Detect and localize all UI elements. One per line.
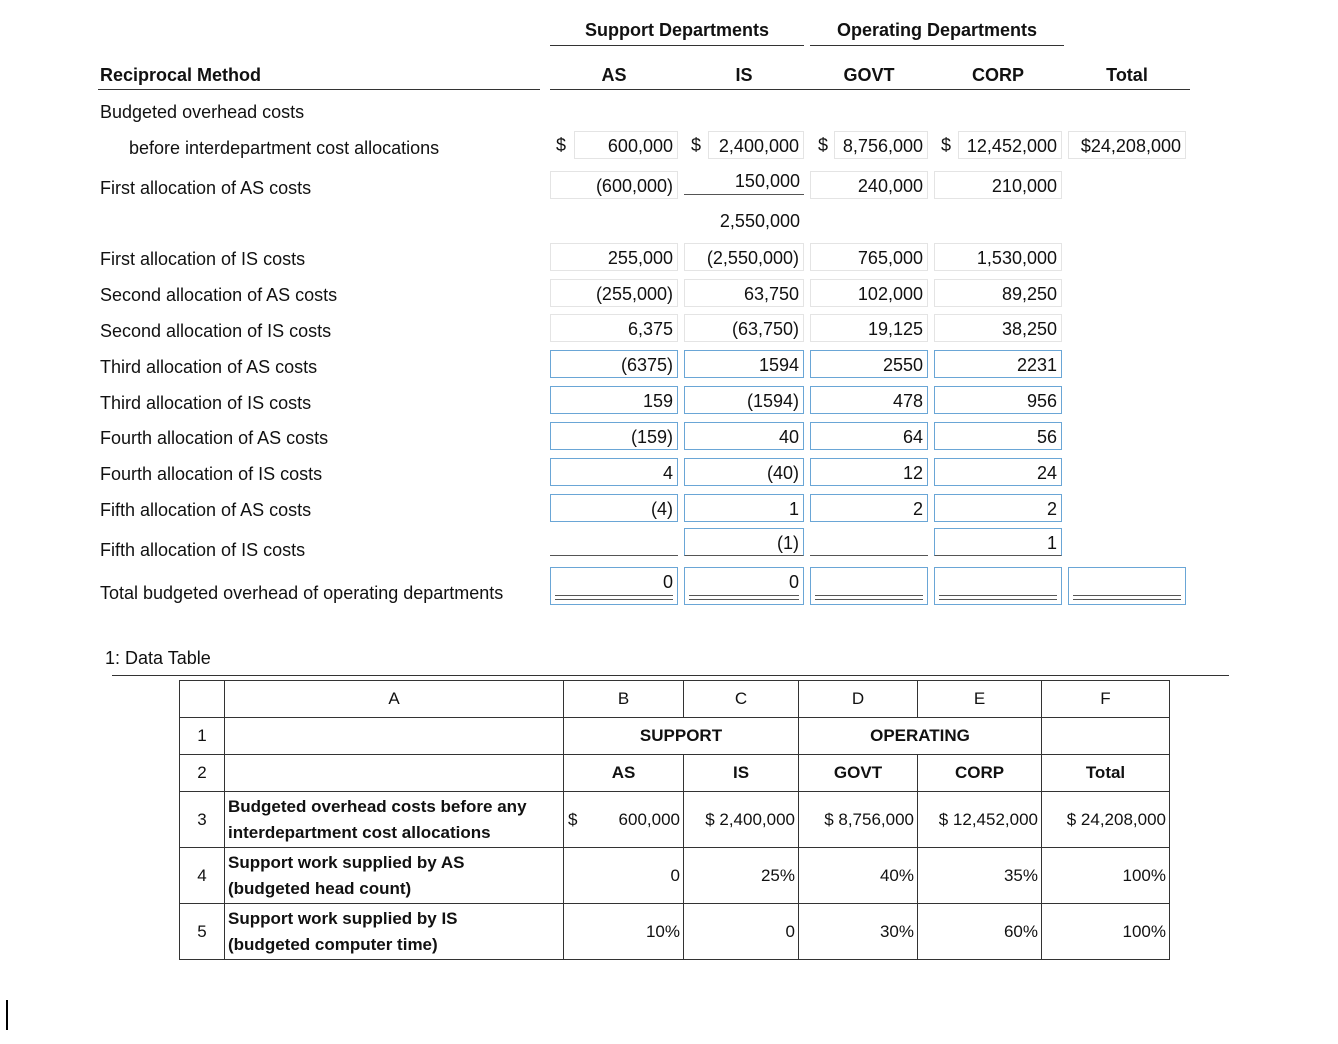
label-header-rule — [98, 89, 540, 90]
dt-row4-label-line1: Support work supplied by AS — [228, 852, 465, 872]
dt-row3-as-value: 600,000 — [618, 809, 680, 829]
fourth-is-is-input[interactable]: (40) — [684, 458, 804, 486]
row-number: 2 — [180, 755, 225, 792]
dt-row5-label — [225, 904, 564, 960]
dt-header-govt: GOVT — [799, 755, 918, 792]
currency-symbol: $ — [691, 135, 702, 155]
label-third-as: Third allocation of AS costs — [100, 357, 318, 377]
first-as-is: 150,000 — [684, 167, 804, 195]
second-as-corp: 89,250 — [934, 279, 1062, 307]
dt-row3-is: $ 2,400,000 — [684, 792, 799, 848]
label-before: before interdepartment cost allocations — [129, 138, 440, 158]
dt-row3-as — [564, 792, 684, 848]
fifth-is-corp-input[interactable]: 1 — [934, 528, 1062, 556]
fourth-as-govt-input[interactable]: 64 — [810, 422, 928, 450]
second-is-is: (63,750) — [684, 314, 804, 342]
dt-row3-label-line2: interdepartment cost allocations — [228, 822, 491, 842]
fifth-as-corp-input[interactable]: 2 — [934, 494, 1062, 522]
col-letter-e: E — [918, 681, 1042, 718]
third-as-as-input[interactable]: (6375) — [550, 350, 678, 378]
dt-row5-is: 0 — [684, 904, 799, 960]
col-header-as: AS — [601, 65, 627, 85]
dt-row3-dollar: $ — [568, 809, 578, 829]
first-as-corp: 210,000 — [934, 171, 1062, 199]
operating-group-label: OPERATING — [799, 718, 1042, 755]
data-table — [179, 680, 1170, 960]
fifth-as-govt-input[interactable]: 2 — [810, 494, 928, 522]
label-fourth-as: Fourth allocation of AS costs — [100, 428, 329, 448]
third-as-corp-input[interactable]: 2231 — [934, 350, 1062, 378]
support-group-label: SUPPORT — [564, 718, 799, 755]
dt-row5-total: 100% — [1042, 904, 1170, 960]
label-fifth-as: Fifth allocation of AS costs — [100, 500, 312, 520]
operating-departments-header: Operating Departments — [836, 20, 1038, 40]
label-fifth-is: Fifth allocation of IS costs — [100, 540, 306, 560]
first-is-govt: 765,000 — [810, 243, 928, 271]
total-corp-input[interactable] — [934, 567, 1062, 605]
col-header-corp: CORP — [971, 65, 1024, 85]
method-title: Reciprocal Method — [100, 65, 262, 85]
second-as-is: 63,750 — [684, 279, 804, 307]
text-cursor — [6, 1000, 8, 1030]
second-as-as: (255,000) — [550, 279, 678, 307]
label-second-as: Second allocation of AS costs — [100, 285, 338, 305]
dt-row4-is: 25% — [684, 848, 799, 904]
total-govt-input[interactable] — [810, 567, 928, 605]
second-is-as: 6,375 — [550, 314, 678, 342]
label-second-is: Second allocation of IS costs — [100, 321, 332, 341]
currency-symbol: $ — [818, 135, 829, 155]
row-number: 1 — [180, 718, 225, 755]
empty-cell — [225, 755, 564, 792]
fourth-as-corp-input[interactable]: 56 — [934, 422, 1062, 450]
fifth-is-govt — [810, 528, 928, 556]
dt-row4-label-line2: (budgeted head count) — [228, 878, 412, 898]
support-departments-header: Support Departments — [584, 20, 770, 40]
dt-row4-govt: 40% — [799, 848, 918, 904]
dt-header-as: AS — [564, 755, 684, 792]
first-as-govt: 240,000 — [810, 171, 928, 199]
label-third-is: Third allocation of IS costs — [100, 393, 312, 413]
fifth-as-as-input[interactable]: (4) — [550, 494, 678, 522]
third-is-corp-input[interactable]: 956 — [934, 386, 1062, 414]
dt-row5-as: 10% — [564, 904, 684, 960]
third-is-is-input[interactable]: (1594) — [684, 386, 804, 414]
col-letter-d: D — [799, 681, 918, 718]
row-number: 4 — [180, 848, 225, 904]
empty-cell — [1042, 718, 1170, 755]
label-fourth-is: Fourth allocation of IS costs — [100, 464, 323, 484]
label-first-as: First allocation of AS costs — [100, 178, 312, 198]
third-is-as-input[interactable]: 159 — [550, 386, 678, 414]
before-corp: 12,452,000 — [958, 131, 1062, 159]
col-header-total: Total — [1106, 65, 1148, 85]
col-letter-a: A — [225, 681, 564, 718]
total-is-input[interactable]: 0 — [684, 567, 804, 605]
empty-cell — [225, 718, 564, 755]
fourth-is-corp-input[interactable]: 24 — [934, 458, 1062, 486]
dt-row5-corp: 60% — [918, 904, 1042, 960]
fifth-is-is-input[interactable]: (1) — [684, 528, 804, 556]
columns-header-rule — [550, 89, 1190, 90]
operating-header-rule — [810, 45, 1064, 46]
corner-cell — [180, 681, 225, 718]
third-is-govt-input[interactable]: 478 — [810, 386, 928, 414]
third-as-govt-input[interactable]: 2550 — [810, 350, 928, 378]
dt-header-corp: CORP — [918, 755, 1042, 792]
dt-row5-label-line2: (budgeted computer time) — [228, 934, 438, 954]
second-is-govt: 19,125 — [810, 314, 928, 342]
dt-row3-corp: $ 12,452,000 — [918, 792, 1042, 848]
first-as-as: (600,000) — [550, 171, 678, 199]
dt-row5-label-line1: Support work supplied by IS — [228, 908, 458, 928]
before-as: 600,000 — [574, 131, 678, 159]
dt-row5-govt: 30% — [799, 904, 918, 960]
second-is-corp: 38,250 — [934, 314, 1062, 342]
col-letter-c: C — [684, 681, 799, 718]
dt-row3-govt: $ 8,756,000 — [799, 792, 918, 848]
col-letter-f: F — [1042, 681, 1170, 718]
currency-symbol: $ — [941, 135, 952, 155]
dt-row3-label-line1: Budgeted overhead costs before any — [228, 796, 527, 816]
label-first-is: First allocation of IS costs — [100, 249, 306, 269]
first-is-as: 255,000 — [550, 243, 678, 271]
dt-header-is: IS — [684, 755, 799, 792]
subtotal-is: 2,550,000 — [719, 211, 800, 231]
fourth-is-govt-input[interactable]: 12 — [810, 458, 928, 486]
dt-row3-label — [225, 792, 564, 848]
first-is-corp: 1,530,000 — [934, 243, 1062, 271]
fourth-as-is-input[interactable]: 40 — [684, 422, 804, 450]
second-as-govt: 102,000 — [810, 279, 928, 307]
col-letter-b: B — [564, 681, 684, 718]
label-budgeted: Budgeted overhead costs — [100, 102, 305, 122]
fourth-is-as-input[interactable]: 4 — [550, 458, 678, 486]
dt-row3-total: $ 24,208,000 — [1042, 792, 1170, 848]
dt-header-total: Total — [1042, 755, 1170, 792]
before-total: $24,208,000 — [1068, 131, 1186, 159]
fourth-as-as-input[interactable]: (159) — [550, 422, 678, 450]
row-number: 3 — [180, 792, 225, 848]
label-total: Total budgeted overhead of operating departments — [100, 583, 504, 603]
fifth-as-is-input[interactable]: 1 — [684, 494, 804, 522]
support-header-rule — [550, 45, 804, 46]
col-header-govt: GOVT — [843, 65, 895, 85]
col-header-is: IS — [735, 65, 753, 85]
dt-row4-as: 0 — [564, 848, 684, 904]
before-govt: 8,756,000 — [834, 131, 928, 159]
dt-row4-label — [225, 848, 564, 904]
total-as-input[interactable]: 0 — [550, 567, 678, 605]
currency-symbol: $ — [556, 135, 567, 155]
before-is: 2,400,000 — [708, 131, 804, 159]
row-number: 5 — [180, 904, 225, 960]
total-total-input[interactable] — [1068, 567, 1186, 605]
dt-row4-total: 100% — [1042, 848, 1170, 904]
data-table-title: 1: Data Table — [105, 648, 211, 668]
third-as-is-input[interactable]: 1594 — [684, 350, 804, 378]
first-is-is: (2,550,000) — [684, 243, 804, 271]
dt-row4-corp: 35% — [918, 848, 1042, 904]
fifth-is-as — [550, 528, 678, 556]
data-table-rule — [112, 675, 1229, 676]
